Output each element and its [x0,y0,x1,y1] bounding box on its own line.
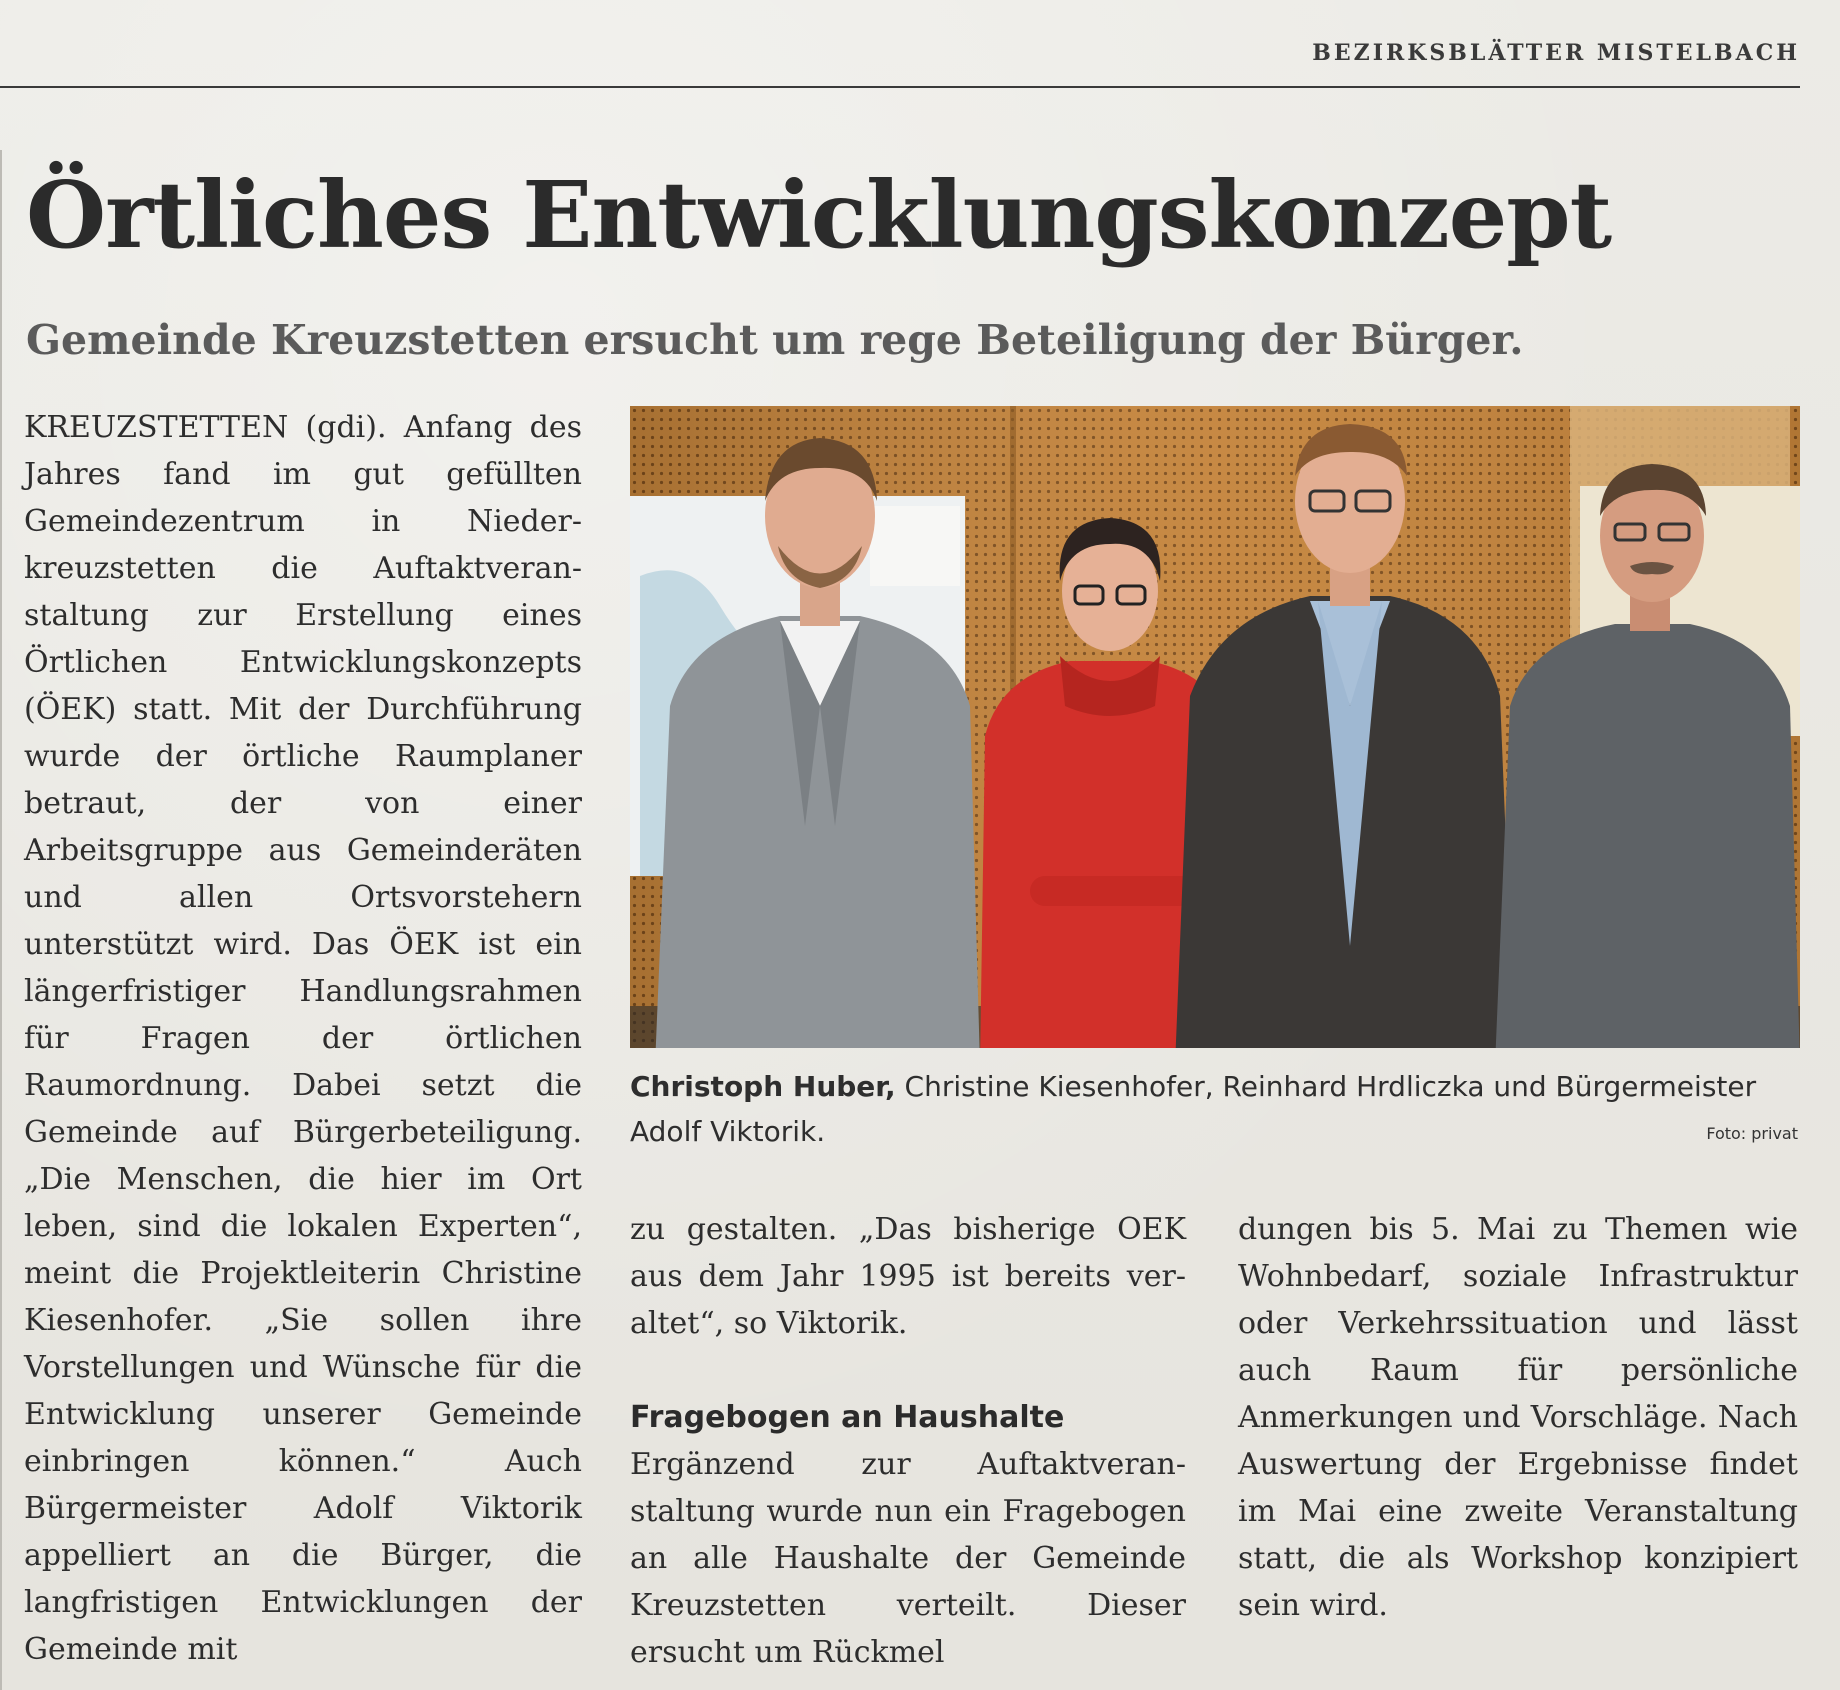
caption-text: Christine Kiesenhofer, Reinhard Hrdliczka und Bürgermeister Adolf Viktorik. [630,1070,1757,1148]
article-subheadline: Gemeinde Kreuzstetten ersucht um rege Beteiligung der Bürger. [26,316,1524,364]
column-1-paragraph [24,404,582,1673]
column-2-paragraph-1: zu gestalten. „Das bisherige OEK aus dem Jahr 1995 ist bereits veraltet“, so Viktorik. [630,1212,1186,1341]
article-photo [630,406,1800,1048]
photo-credit: Foto: privat [1706,1124,1798,1143]
article-column-1 [24,404,582,1673]
column-1-text: Anfang des Jahres fand im gut gefüllten Gemeindezentrum in Niederkreuzstetten die Auftaktveranstaltung zur Erstellung eines Örtlichen Entwicklungskonzepts (ÖEK) statt. Mit der Durchführung wurde der örtliche Raumplaner betraut, der von einer Arbeitsgruppe aus Gemeinderäten und allen Ortsvorstehern unterstützt wird. Das ÖEK ist ein längerfristiger Handlungsrahmen für Fragen der örtlichen Raumordnung. Dabei setzt die Gemeinde auf Bürgerbeteiligung. „Die Menschen, die hier im Ort leben, sind die lokalen Experten“, meint die Projektleiterin Christine Kiesenhofer. „Sie sollen ihre Vorstellungen und Wünsche für die Entwicklung unserer Gemeinde einbringen können.“ Auch Bürgermeister Adolf Viktorik appelliert an die Bürger, die langfristigen Entwicklungen der Gemeinde mit [24,410,582,1667]
column-2-paragraph-2: Ergänzend zur Auftaktveranstaltung wurde nun ein Fragebogen an alle Haushalte der Gemeinde Kreuzstetten verteilt. Dieser ersucht um Rückmel [630,1447,1186,1670]
caption-bold-name: Christoph Huber, [630,1070,896,1103]
column-3-paragraph: dungen bis 5. Mai zu Themen wie Wohnbedarf, soziale Infrastruktur oder Verkehrssituation und lässt auch Raum für persönliche Anmerkungen und Vorschläge. Nach Auswertung der Ergebnisse findet im Mai eine zweite Veranstaltung statt, die als Workshop konzipiert sein wird. [1238,1212,1798,1623]
group-photo-illustration [630,406,1800,1048]
section-subhead: Fragebogen an Haushalte [630,1400,1065,1435]
masthead-divider [0,86,1800,88]
article-column-3 [1238,1206,1798,1629]
article-column-2 [630,1206,1186,1676]
photo-caption [630,1064,1800,1154]
page-edge-rule [0,150,2,1690]
dateline: KREUZSTETTEN (gdi). [24,410,387,445]
article-headline: Örtliches Entwicklungskonzept [26,161,1612,269]
masthead: BEZIRKSBLÄTTER MISTELBACH [1312,40,1800,66]
